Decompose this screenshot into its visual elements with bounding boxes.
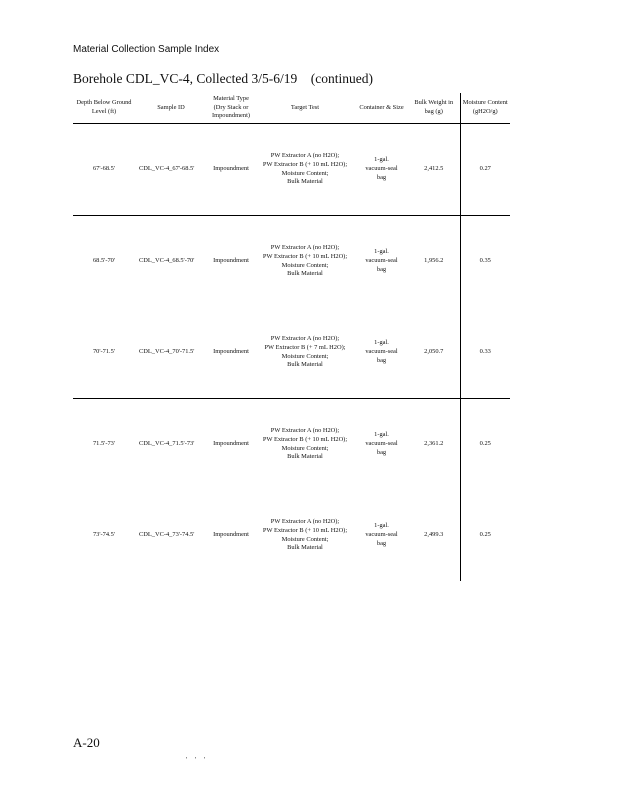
cell-target-test xyxy=(255,399,355,491)
cell-sample-id: CDL_VC-4_70'-71.5' xyxy=(135,307,207,399)
table-row xyxy=(73,399,510,491)
cell-moisture: 0.25 xyxy=(479,440,491,448)
cell-material-type: Impoundment xyxy=(213,531,249,539)
cell-target-test-line: PW Extractor A (no H2O); xyxy=(270,426,340,434)
table-row xyxy=(73,216,510,308)
cell-container-line: bag xyxy=(376,539,387,547)
cell-target-test-line: PW Extractor A (no H2O); xyxy=(270,151,340,159)
page-title: Borehole CDL_VC-4, Collected 3/5-6/19 (continued) xyxy=(73,71,373,86)
col-header-target-test: Target Test xyxy=(255,93,355,124)
cell-sample-id: CDL_VC-4_68.5'-70' xyxy=(139,257,195,265)
cell-material-type: Impoundment xyxy=(207,124,255,216)
cell-target-test-line: Moisture Content; xyxy=(281,352,329,360)
cell-container-line: bag xyxy=(376,173,387,181)
page-header: Material Collection Sample Index xyxy=(73,44,220,55)
cell-target-test-line: PW Extractor B (+ 10 mL H2O); xyxy=(262,435,348,443)
cell-container xyxy=(355,307,408,399)
col-header-material-type: Material Type (Dry Stack or Impoundment) xyxy=(207,93,255,124)
cell-target-test-line: Moisture Content; xyxy=(281,444,329,452)
cell-moisture: 0.25 xyxy=(479,531,491,539)
cell-target-test xyxy=(255,124,355,216)
cell-target-test xyxy=(255,216,355,308)
cell-container-line: 1-gal. xyxy=(374,339,389,347)
cell-container-line: 1-gal. xyxy=(374,156,389,164)
cell-target-test-line: Bulk Material xyxy=(287,270,323,278)
cell-container-line: vacuum-seal xyxy=(365,348,398,356)
cell-sample-id: CDL_VC-4_67'-68.5' xyxy=(135,124,207,216)
cell-container-line: bag xyxy=(376,265,387,273)
table-row xyxy=(73,490,510,581)
cell-target-test-line: PW Extractor B (+ 10 mL H2O); xyxy=(262,160,348,168)
cell-target-test xyxy=(255,490,355,581)
cell-target-test-line: PW Extractor B (+ 10 mL H2O); xyxy=(262,526,348,534)
cell-target-test-line: PW Extractor A (no H2O); xyxy=(270,517,340,525)
cell-bulk-weight: 1,956.2 xyxy=(408,216,460,308)
col-header-moisture: Moisture Content (gH2O/g) xyxy=(460,93,510,124)
cell-bulk-weight: 2,412.5 xyxy=(408,124,460,216)
cell-target-test-line: PW Extractor B (+ 7 mL H2O); xyxy=(264,343,346,351)
col-header-depth: Depth Below Ground Level (ft) xyxy=(73,93,135,124)
cell-sample-id: CDL_VC-4_71.5'-73' xyxy=(139,440,195,448)
cell-container xyxy=(355,399,408,491)
cell-depth: 70'-71.5' xyxy=(73,307,135,399)
cell-target-test-line: Bulk Material xyxy=(287,361,323,369)
cell-material-type: Impoundment xyxy=(213,257,249,265)
footer-mark: ' ' ' xyxy=(186,756,209,764)
cell-container-line: bag xyxy=(376,356,387,364)
table-row xyxy=(73,124,510,216)
cell-target-test-line: PW Extractor A (no H2O); xyxy=(270,334,340,342)
cell-target-test-line: PW Extractor B (+ 10 mL H2O); xyxy=(262,252,348,260)
cell-container xyxy=(355,216,408,308)
cell-container-line: vacuum-seal xyxy=(365,165,398,173)
cell-depth: 73'-74.5' xyxy=(92,531,115,539)
cell-target-test-line: Bulk Material xyxy=(287,453,323,461)
cell-target-test-line: Moisture Content; xyxy=(281,169,329,177)
cell-material-type: Impoundment xyxy=(207,307,255,399)
cell-bulk-weight: 2,361.2 xyxy=(408,399,460,491)
cell-moisture: 0.27 xyxy=(460,124,510,216)
cell-depth: 68.5'-70' xyxy=(92,257,115,265)
cell-target-test-line: PW Extractor A (no H2O); xyxy=(270,243,340,251)
col-header-sample-id: Sample ID xyxy=(135,93,207,124)
cell-material-type: Impoundment xyxy=(213,440,249,448)
cell-sample-id: CDL_VC-4_73'-74.5' xyxy=(139,531,195,539)
cell-container-line: vacuum-seal xyxy=(365,440,398,448)
cell-target-test-line: Bulk Material xyxy=(287,178,323,186)
cell-bulk-weight: 2,499.3 xyxy=(408,490,460,581)
cell-moisture: 0.33 xyxy=(460,307,510,399)
cell-container-line: 1-gal. xyxy=(374,431,389,439)
cell-depth: 71.5'-73' xyxy=(92,440,115,448)
sample-index-table xyxy=(73,93,510,581)
cell-target-test-line: Bulk Material xyxy=(287,544,323,552)
cell-container-line: vacuum-seal xyxy=(365,257,398,265)
cell-container-line: vacuum-seal xyxy=(365,531,398,539)
cell-bulk-weight: 2,050.7 xyxy=(408,307,460,399)
cell-target-test-line: Moisture Content; xyxy=(281,535,329,543)
table-row xyxy=(73,307,510,399)
cell-moisture: 0.35 xyxy=(479,257,491,265)
cell-container xyxy=(355,490,408,581)
cell-container-line: 1-gal. xyxy=(374,248,389,256)
cell-depth: 67'-68.5' xyxy=(73,124,135,216)
col-header-container: Container & Size xyxy=(355,93,408,124)
cell-container-line: 1-gal. xyxy=(374,522,389,530)
cell-target-test xyxy=(255,307,355,399)
cell-container xyxy=(355,124,408,216)
page-number: A-20 xyxy=(73,735,100,750)
col-header-bulk-weight: Bulk Weight in bag (g) xyxy=(408,93,460,124)
cell-target-test-line: Moisture Content; xyxy=(281,261,329,269)
cell-container-line: bag xyxy=(376,448,387,456)
table-header-row xyxy=(73,93,510,124)
